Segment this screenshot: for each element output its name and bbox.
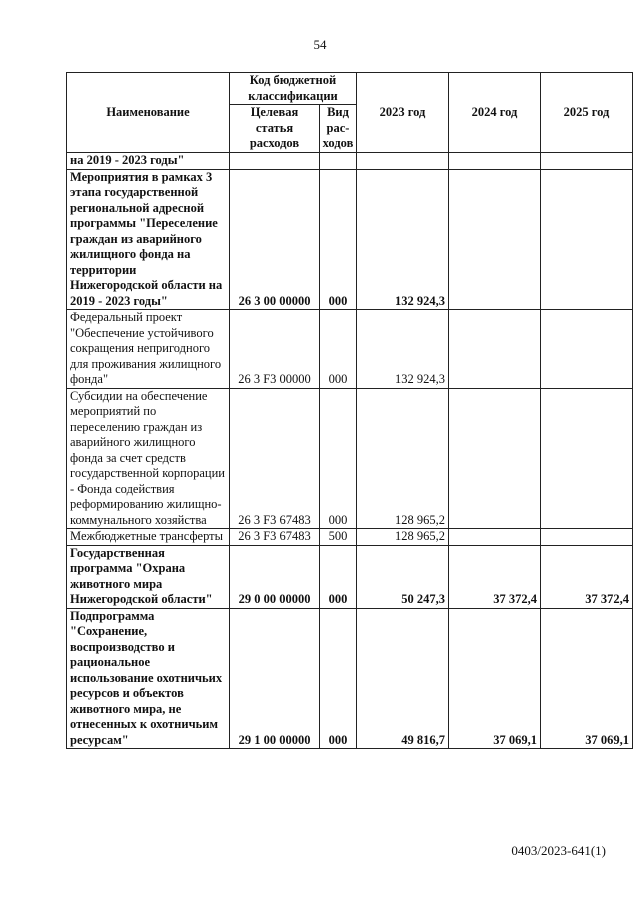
- row-target-article: 29 1 00 00000: [230, 608, 320, 749]
- row-2024: [449, 153, 541, 170]
- page-number: 54: [313, 37, 327, 52]
- row-expense-type: 000: [320, 545, 357, 608]
- row-2023: 128 965,2: [357, 529, 449, 546]
- row-name: на 2019 - 2023 годы": [67, 153, 230, 170]
- row-2023: 132 924,3: [357, 169, 449, 310]
- row-target-article: [230, 153, 320, 170]
- row-expense-type: 000: [320, 169, 357, 310]
- row-target-article: 26 3 F3 00000: [230, 310, 320, 389]
- header-expense-type: Вид рас-ходов: [320, 105, 357, 153]
- row-expense-type: 000: [320, 388, 357, 529]
- row-target-article: 29 0 00 00000: [230, 545, 320, 608]
- table-row: [67, 310, 633, 389]
- row-2023: 50 247,3: [357, 545, 449, 608]
- table-row: [67, 169, 633, 310]
- row-target-article: 26 3 F3 67483: [230, 529, 320, 546]
- row-expense-type: 500: [320, 529, 357, 546]
- table-row: [67, 608, 633, 749]
- table-row: [67, 388, 633, 529]
- row-expense-type: 000: [320, 310, 357, 389]
- row-2023: 49 816,7: [357, 608, 449, 749]
- row-2025: [541, 529, 633, 546]
- row-2024: [449, 388, 541, 529]
- row-2024: [449, 169, 541, 310]
- table-row: [67, 153, 633, 170]
- row-2025: 37 069,1: [541, 608, 633, 749]
- row-2025: 37 372,4: [541, 545, 633, 608]
- row-name: Государственная программа "Охрана животного мира Нижегородской области": [67, 545, 230, 608]
- row-2023: 132 924,3: [357, 310, 449, 389]
- row-name: Межбюджетные трансферты: [67, 529, 230, 546]
- header-budget-code: Код бюджетной классификации: [230, 73, 357, 105]
- table-row: [67, 545, 633, 608]
- row-expense-type: [320, 153, 357, 170]
- row-2025: [541, 153, 633, 170]
- row-2023: 128 965,2: [357, 388, 449, 529]
- row-2025: [541, 388, 633, 529]
- row-2023: [357, 153, 449, 170]
- row-target-article: 26 3 00 00000: [230, 169, 320, 310]
- row-2024: [449, 310, 541, 389]
- row-name: Мероприятия в рамках 3 этапа государственной региональной адресной программы "Переселение граждан из аварийного жилищного фонда на территории Нижегородской области на 2019 - 2023 годы": [67, 169, 230, 310]
- row-2024: 37 372,4: [449, 545, 541, 608]
- row-target-article: 26 3 F3 67483: [230, 388, 320, 529]
- row-2025: [541, 310, 633, 389]
- row-expense-type: 000: [320, 608, 357, 749]
- header-name: Наименование: [67, 73, 230, 153]
- table-row: [67, 529, 633, 546]
- row-name: Субсидии на обеспечение мероприятий по переселению граждан из аварийного жилищного фонда за счет средств государственной корпорации - Фонда содействия реформированию жилищно-коммунального хозяйства: [67, 388, 230, 529]
- row-2024: 37 069,1: [449, 608, 541, 749]
- header-2025: 2025 год: [541, 73, 633, 153]
- row-2024: [449, 529, 541, 546]
- budget-table: [66, 72, 633, 749]
- document-code: 0403/2023-641(1): [511, 843, 606, 858]
- header-2024: 2024 год: [449, 73, 541, 153]
- row-2025: [541, 169, 633, 310]
- header-target-article: Целевая статья расходов: [230, 105, 320, 153]
- row-name: Подпрограмма "Сохранение, воспроизводство и рациональное использование охотничьих ресурсов и объектов животного мира, не отнесенных к охотничьим ресурсам": [67, 608, 230, 749]
- header-2023: 2023 год: [357, 73, 449, 153]
- row-name: Федеральный проект "Обеспечение устойчивого сокращения непригодного для проживания жилищного фонда": [67, 310, 230, 389]
